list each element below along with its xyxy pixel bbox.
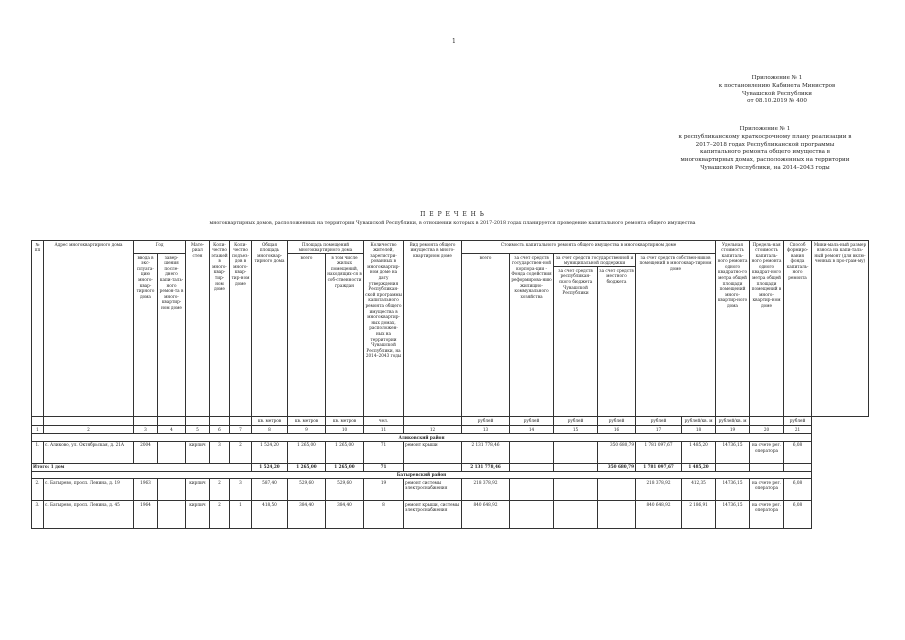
row-max-cost: 14736,15 xyxy=(716,479,750,501)
unit-cell: кв. метров xyxy=(326,417,364,426)
appendix-1-line: Приложение № 1 xyxy=(751,75,803,81)
unit-cell: рублей xyxy=(462,417,510,426)
header-prem-all: всего xyxy=(288,254,326,417)
row-residents: 19 xyxy=(364,479,404,501)
header-cost-owners: за счет средств собствен-ников помещений в многоквар-тирном доме xyxy=(636,254,716,417)
total-premises: 1 265,00 xyxy=(288,463,326,471)
row-address: с. Батырево, просп. Ленина, д. 45 xyxy=(44,501,134,529)
row-cost-fund xyxy=(510,441,554,463)
row-residents: 8 xyxy=(364,501,404,529)
row-num: 2. xyxy=(32,479,44,501)
row-material: кирпич xyxy=(186,479,210,501)
row-year-done xyxy=(158,501,186,529)
total-private: 1 265,00 xyxy=(326,463,364,471)
row-year-built: 1964 xyxy=(134,501,158,529)
col-number: 9 xyxy=(288,426,326,434)
header-entrances: Коли-чество подъез-дов в много-квар-тир-ном доме xyxy=(230,241,252,417)
row-premises: 1 265,00 xyxy=(288,441,326,463)
unit-cell: кв. метров xyxy=(252,417,288,426)
row-cost-owners: 1 781 097,67 xyxy=(636,441,682,463)
unit-cell: рублей xyxy=(554,417,598,426)
row-area: 587,40 xyxy=(252,479,288,501)
col-number: 6 xyxy=(210,426,230,434)
appendix-1-line: Чувашской Республики xyxy=(742,90,812,97)
column-numbers-row xyxy=(32,426,869,434)
units-row xyxy=(32,417,869,426)
row-material: кирпич xyxy=(186,501,210,529)
col-number: 7 xyxy=(230,426,252,434)
row-cost-rep xyxy=(554,501,598,529)
header-max-cost: Предель-ная стоимость капиталь-ного ремонта одного квадрат-ного метра общей площади помещений в много-квартир-ном доме xyxy=(750,241,784,417)
table-row xyxy=(32,501,869,529)
row-cost-local: 350 680,79 xyxy=(598,441,636,463)
unit-cell: рублей xyxy=(636,417,682,426)
row-cost-fund xyxy=(510,479,554,501)
houses-table xyxy=(31,240,869,529)
row-min-size: 6,08 xyxy=(784,501,812,529)
unit-cell: рублей xyxy=(784,417,812,426)
row-address: с. Батырево, просп. Ленина, д. 19 xyxy=(44,479,134,501)
row-private: 1 265,00 xyxy=(326,441,364,463)
unit-cell: рублей/кв. м xyxy=(716,417,750,426)
header-address: Адрес многоквартирного дома xyxy=(44,241,134,417)
col-number: 3 xyxy=(134,426,158,434)
row-max-cost: 14736,15 xyxy=(716,501,750,529)
col-number: 13 xyxy=(462,426,510,434)
row-work: ремонт крыши, системы электроснабжения xyxy=(404,501,462,529)
header-cost-total: всего xyxy=(462,254,510,417)
total-cost: 2 131 778,46 xyxy=(462,463,510,471)
row-floors: 2 xyxy=(210,479,230,501)
total-local: 350 680,79 xyxy=(598,463,636,471)
row-material: кирпич xyxy=(186,441,210,463)
row-floors: 2 xyxy=(210,501,230,529)
document-title: П Е Р Е Ч Е Н Ь xyxy=(420,211,485,218)
appendix-2-line: 2017–2018 годах Республиканской программы xyxy=(695,141,835,148)
row-fund-method: на счете рег. оператора xyxy=(750,501,784,529)
header-residents: Количество жителей, зарегистри-рованных в многоквартир-ном доме на дату утверждения Республикан-ской программы капитального ремонта общего имущества в многоквартир-ных домах, расположен-ных на территории Чувашской Республики, на 2014–2043 годы xyxy=(364,241,404,417)
row-residents: 71 xyxy=(364,441,404,463)
unit-cell: рублей xyxy=(510,417,554,426)
header-year: Год xyxy=(134,241,186,254)
header-cost: Стоимость капитального ремонта общего имущества в многоквартирном доме xyxy=(462,241,716,254)
header-min-size: Мини-маль-ный размер взноса на капи-таль-ный ремонт (для вклю-ченных в про-грам-му) xyxy=(812,241,869,417)
appendix-2-line: Приложение № 1 xyxy=(739,126,791,132)
unit-cell: кв. метров xyxy=(288,417,326,426)
col-number: 8 xyxy=(252,426,288,434)
total-owners: 1 781 097,67 xyxy=(636,463,682,471)
col-number: 2 xyxy=(44,426,134,434)
col-number: 19 xyxy=(716,426,750,434)
row-area: 418,50 xyxy=(252,501,288,529)
table-row xyxy=(32,441,869,463)
district-name: Батыревский район xyxy=(32,471,812,479)
appendix-1-line: от 08.10.2019 № 400 xyxy=(747,98,807,105)
row-year-built: 1963 xyxy=(134,479,158,501)
appendix-2-block xyxy=(665,126,865,173)
row-work: ремонт системы электроснабжения xyxy=(404,479,462,501)
row-work: ремонт крыши xyxy=(404,441,462,463)
district-name: Аликовский район xyxy=(32,434,812,442)
unit-cell: рублей/кв. м xyxy=(682,417,716,426)
total-area: 1 524,20 xyxy=(252,463,288,471)
row-entrances: 3 xyxy=(230,479,252,501)
appendix-2-line: многоквартирных домах, расположенных на территории xyxy=(680,157,850,164)
row-num: 3. xyxy=(32,501,44,529)
col-number: 4 xyxy=(158,426,186,434)
header-fund-method: Способ формиро-вания фонда капиталь-ного ремонта xyxy=(784,241,812,417)
col-number: 20 xyxy=(750,426,784,434)
row-area: 1 524,20 xyxy=(252,441,288,463)
col-number: 18 xyxy=(682,426,716,434)
unit-cell: рублей xyxy=(598,417,636,426)
header-prem-private: в том числе жилых помещений, находящих-ся в соб-ственности граждан xyxy=(326,254,364,417)
row-year-done xyxy=(158,441,186,463)
header-row-1 xyxy=(32,241,869,254)
row-year-built: 2004 xyxy=(134,441,158,463)
row-premises: 529,60 xyxy=(288,479,326,501)
appendix-2-line: Чувашской Республики, на 2014–2043 годы xyxy=(700,164,830,171)
row-fund-method: на счете рег. оператора xyxy=(750,441,784,463)
row-fund-method: на счете рег. оператора xyxy=(750,479,784,501)
unit-cell: чел. xyxy=(364,417,404,426)
district-row xyxy=(32,471,869,479)
col-number: 12 xyxy=(404,426,462,434)
row-num: 1. xyxy=(32,441,44,463)
total-label: Итого: 1 дом xyxy=(32,463,252,471)
header-repair-type: Вид ремонта общего имущества в много-квартирном доме xyxy=(404,241,462,417)
district-row xyxy=(32,434,869,442)
row-entrances: 2 xyxy=(230,441,252,463)
row-cost-owners: 218 378,92 xyxy=(636,479,682,501)
header-material: Мате-риал стен xyxy=(186,241,210,417)
row-max-cost: 14736,15 xyxy=(716,441,750,463)
row-min-size: 6,08 xyxy=(784,479,812,501)
col-number: 11 xyxy=(364,426,404,434)
row-cost-rep xyxy=(554,479,598,501)
appendix-2-line: капитального ремонта общего имущества в xyxy=(700,149,830,156)
total-residents: 71 xyxy=(364,463,404,471)
header-year-done: завер-шения после-днего капи-таль-ного ремон-та в много-квартир-ном доме xyxy=(158,254,186,417)
row-cost-total: 840 648,92 xyxy=(462,501,510,529)
header-floors: Коли-чество этажей в много-квар-тир-ном доме xyxy=(210,241,230,417)
col-number: 5 xyxy=(186,426,210,434)
header-unit-cost: Удельная стоимость капиталь-ного ремонта одного квадратно-го метра общей площади помещений много-квартир-ного дома xyxy=(716,241,750,417)
total-unit: 1 485,20 xyxy=(682,463,716,471)
header-premises: Площадь помещений многоквартирного дома xyxy=(288,241,364,254)
row-unit-cost: 2 186,91 xyxy=(682,501,716,529)
row-floors: 3 xyxy=(210,441,230,463)
header-num: № пп xyxy=(32,241,44,417)
row-year-done xyxy=(158,479,186,501)
row-address: с. Аликово, ул. Октябрьская, д. 21А xyxy=(44,441,134,463)
header-cost-local: за счет средств местного бюджета xyxy=(598,267,636,417)
row-min-size: 6,08 xyxy=(784,441,812,463)
document-subtitle: многоквартирных домов, расположенных на территории Чувашской Республики, в отношении которых в 2017-2018 годах планируется проведение капитального ремонта общего имущества xyxy=(209,221,696,226)
appendix-1-line: к постановлению Кабинета Министров xyxy=(718,82,836,89)
row-cost-total: 218 378,92 xyxy=(462,479,510,501)
row-cost-local xyxy=(598,501,636,529)
row-unit-cost: 412,35 xyxy=(682,479,716,501)
col-number: 21 xyxy=(784,426,812,434)
row-premises: 384,40 xyxy=(288,501,326,529)
header-cost-state: за счет средств государственной и муниципальной поддержки xyxy=(554,254,636,267)
row-cost-local xyxy=(598,479,636,501)
row-unit-cost: 1 485,20 xyxy=(682,441,716,463)
row-cost-fund xyxy=(510,501,554,529)
appendix-1-block xyxy=(712,75,842,106)
header-cost-fund: за счет средств государствен-ной корпора-ции - Фонда содействия реформирова-нию жилищно-коммунального хозяйства xyxy=(510,254,554,417)
page-number: 1 xyxy=(452,38,456,45)
row-cost-total: 2 131 778,46 xyxy=(462,441,510,463)
total-row xyxy=(32,463,869,471)
col-number: 16 xyxy=(598,426,636,434)
row-cost-rep xyxy=(554,441,598,463)
row-cost-owners: 840 648,92 xyxy=(636,501,682,529)
row-entrances: 1 xyxy=(230,501,252,529)
table-row xyxy=(32,479,869,501)
col-number: 15 xyxy=(554,426,598,434)
col-number: 17 xyxy=(636,426,682,434)
col-number: 1 xyxy=(32,426,44,434)
appendix-2-line: к республиканскому краткосрочному плану реализации в xyxy=(678,133,852,140)
header-total-area: Общая площадь многоквар-тирного дома xyxy=(252,241,288,417)
col-number: 10 xyxy=(326,426,364,434)
row-private: 529,60 xyxy=(326,479,364,501)
col-number: 14 xyxy=(510,426,554,434)
header-cost-rep: за счет средств республикан-ского бюджета Чувашской Республики xyxy=(554,267,598,417)
row-private: 384,40 xyxy=(326,501,364,529)
header-year-built: ввода в экс-плуата-цию много-квар-тирного дома xyxy=(134,254,158,417)
